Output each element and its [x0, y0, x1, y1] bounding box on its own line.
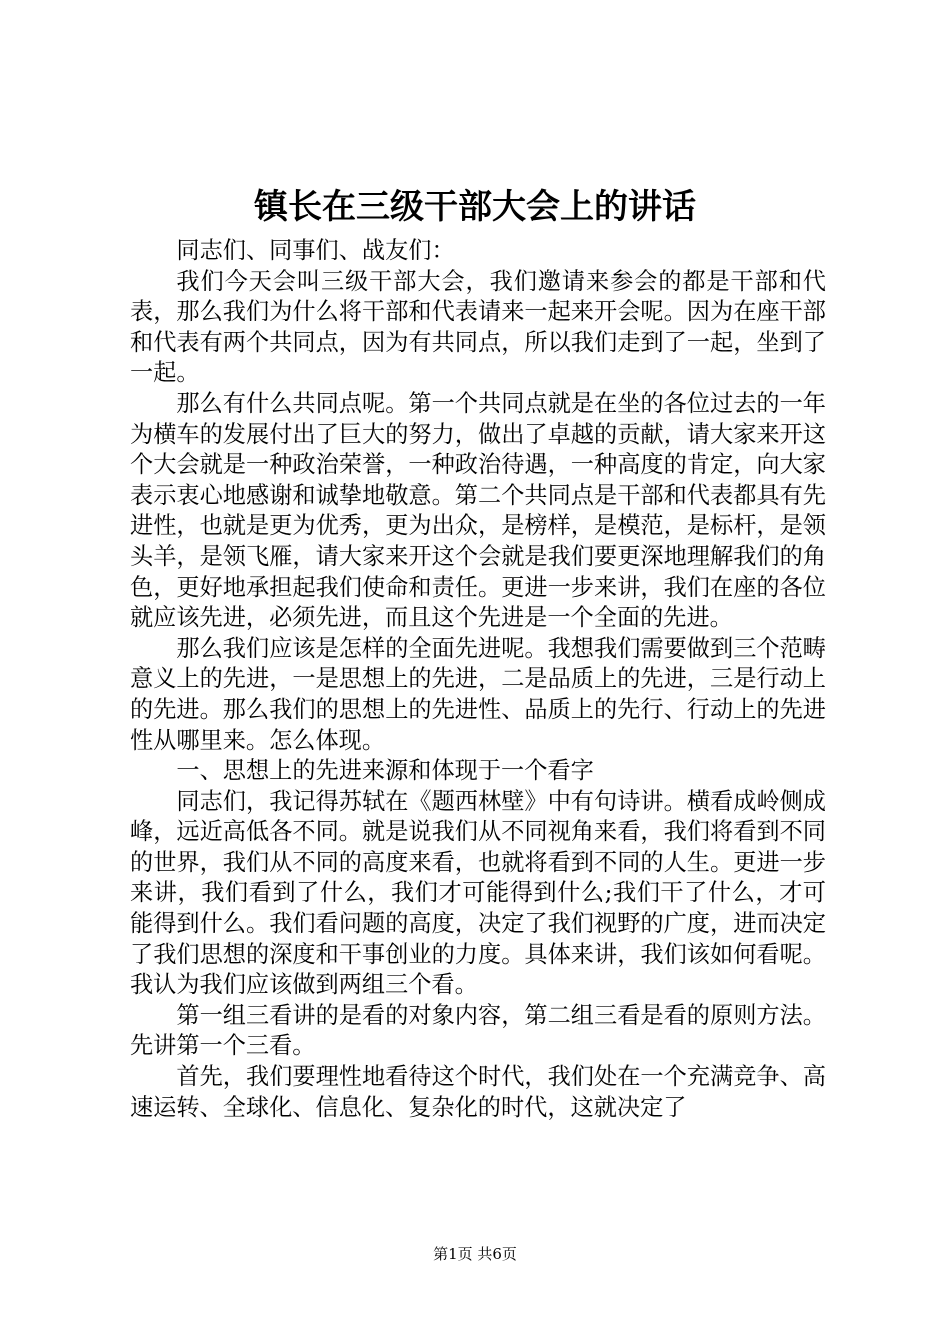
paragraph: 同志们，我记得苏轼在《题西林壁》中有句诗讲。横看成岭侧成峰，远近高低各不同。就是说我们从不同视角来看，我们将看到不同的世界，我们从不同的高度来看，也就将看到不同的人生。更进一步来讲，我们看到了什么，我们才可能得到什么;我们干了什么，才可能得到什么。我们看问题的高度，决定了我们视野的广度，进而决定了我们思想的深度和干事创业的力度。具体来讲，我们该如何看呢。我认为我们应该做到两组三个看。 [130, 787, 826, 999]
document-title: 镇长在三级干部大会上的讲话 [254, 187, 696, 227]
paragraph: 我们今天会叫三级干部大会，我们邀请来参会的都是干部和代表，那么我们为什么将干部和代表请来一起来开会呢。因为在座干部和代表有两个共同点，因为有共同点，所以我们走到了一起，坐到了一起。 [130, 267, 826, 387]
paragraph: 首先，我们要理性地看待这个时代，我们处在一个充满竞争、高速运转、全球化、信息化、复杂化的时代，这就决定了 [130, 1063, 826, 1121]
section-heading: 一、思想上的先进来源和体现于一个看字 [176, 757, 594, 785]
paragraph: 那么有什么共同点呢。第一个共同点就是在坐的各位过去的一年为横车的发展付出了巨大的努力，做出了卓越的贡献，请大家来开这个大会就是一种政治荣誉，一种政治待遇，一种高度的肯定，向大家表示衷心地感谢和诚挚地敬意。第二个共同点是干部和代表都具有先进性，也就是更为优秀，更为出众，是榜样，是模范，是标杆，是领头羊，是领飞雁，请大家来开这个会就是我们要更深地理解我们的角色，更好地承担起我们使命和责任。更进一步来讲，我们在座的各位就应该先进，必须先进，而且这个先进是一个全面的先进。 [130, 389, 826, 632]
document-body [130, 236, 826, 1123]
page-number: 第1页 共6页 [433, 1245, 517, 1263]
paragraph-salutation: 同志们、同事们、战友们： [176, 237, 455, 264]
paragraph: 那么我们应该是怎样的全面先进呢。我想我们需要做到三个范畴意义上的先进，一是思想上的先进，二是品质上的先进，三是行动上的先进。那么我们的思想上的先进性、品质上的先行、行动上的先进性从哪里来。怎么体现。 [130, 634, 826, 754]
paragraph: 第一组三看讲的是看的对象内容，第二组三看是看的原则方法。先讲第一个三看。 [130, 1001, 826, 1060]
